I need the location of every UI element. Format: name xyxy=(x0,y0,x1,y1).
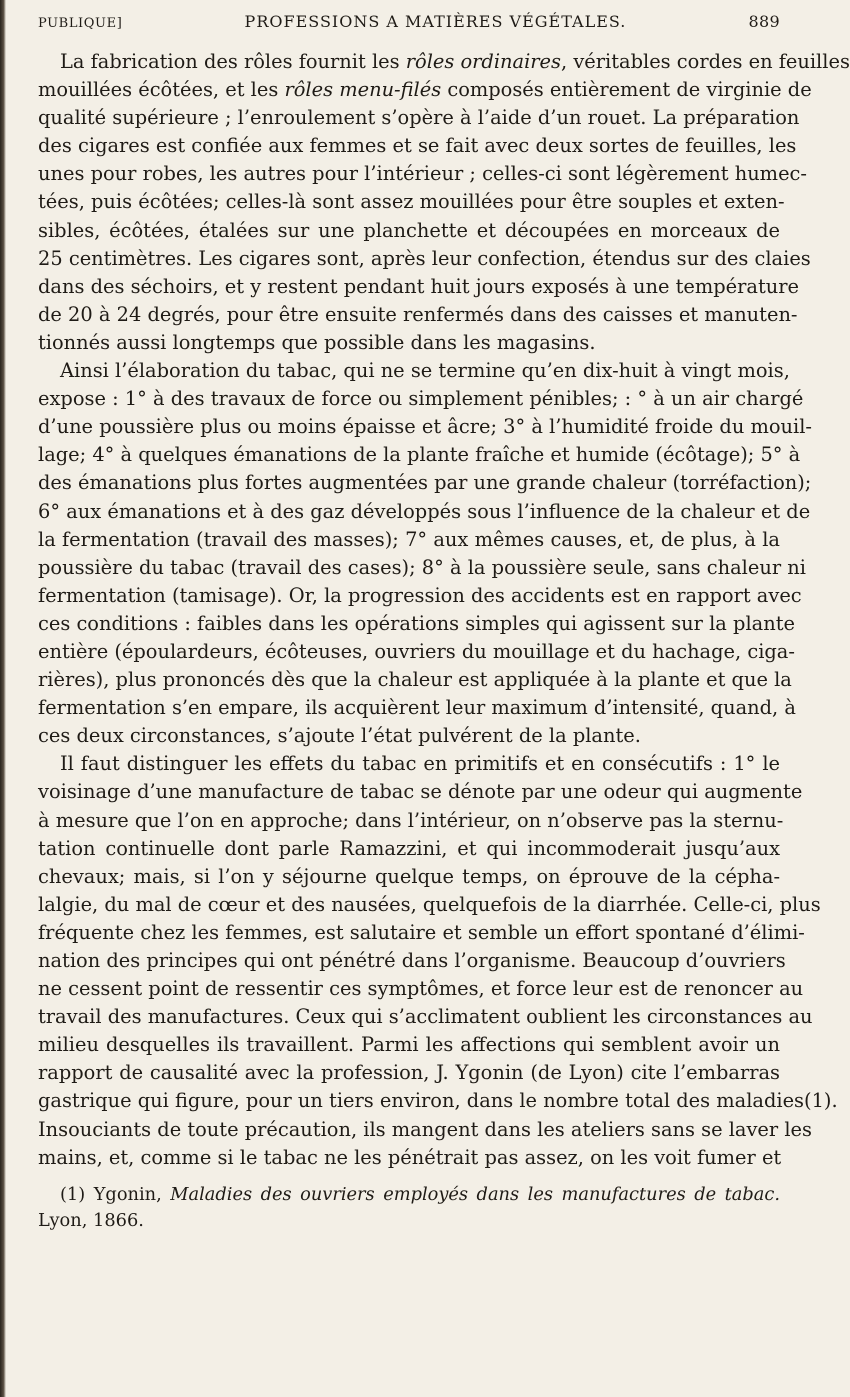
page-number: 889 xyxy=(748,12,780,31)
text-line: 25 centimètres. Les cigares sont, après leur confection, étendus sur des claies xyxy=(38,246,811,270)
text-line: La fabrication des rôles fournit les rôles ordinaires, véritables cordes en feuilles xyxy=(60,50,850,73)
text-line: rapport de causalité avec la profession, J. Ygonin (de Lyon) cite l’embarras xyxy=(38,1061,780,1085)
text-line: nation des principes qui ont pénétré dans l’organisme. Beaucoup d’ouvriers xyxy=(38,949,786,972)
header-left: PUBLIQUE] xyxy=(38,16,123,31)
text-line: 6° aux émanations et à des gaz développés sous l’influence de la chaleur et de xyxy=(38,499,811,523)
text-line: poussière du tabac (travail des cases); 8° à la poussière seule, sans chaleur ni xyxy=(38,555,806,579)
text-line: fréquente chez les femmes, est salutaire et semble un effort spontané d’élimi- xyxy=(38,920,805,944)
body-text xyxy=(38,48,850,1172)
text-line: ces conditions : faibles dans les opérations simples qui agissent sur la plante xyxy=(38,611,795,635)
text-line: unes pour robes, les autres pour l’intérieur ; celles-ci sont légèrement humec- xyxy=(38,162,807,186)
text-line: lage; 4° à quelques émanations de la plante fraîche et humide (écôtage); 5° à xyxy=(38,443,801,467)
text-line: lalgie, du mal de cœur et des nausées, quelquefois de la diarrhée. Celle-ci, plus xyxy=(38,892,821,916)
text-line: à mesure que l’on en approche; dans l’intérieur, on n’observe pas la sternu- xyxy=(38,808,784,832)
emphasis: rôles menu-filés xyxy=(284,78,442,102)
text-line: tionnés aussi longtemps que possible dans les magasins. xyxy=(38,330,596,354)
text-line: de 20 à 24 degrés, pour être ensuite renfermés dans des caisses et manuten- xyxy=(38,302,798,326)
text-line: milieu desquelles ils travaillent. Parmi les affections qui semblent avoir un xyxy=(38,1033,780,1057)
text-line: mains, et, comme si le tabac ne les pénétrait pas assez, on les voit fumer et xyxy=(38,1145,782,1169)
text-line: Il faut distinguer les effets du tabac en primitifs et en consécutifs : 1° le xyxy=(60,752,780,776)
text-line: travail des manufactures. Ceux qui s’acclimatent oublient les circonstances au xyxy=(38,1005,813,1029)
text-line: tation continuelle dont parle Ramazzini, et qui incommoderait jusqu’aux xyxy=(38,836,780,860)
footnote-title: Maladies des ouvriers employés dans les manufactures de tabac. xyxy=(170,1183,780,1205)
text-line: tées, puis écôtées; celles-là sont assez mouillées pour être souples et exten- xyxy=(38,190,785,214)
text-line: la fermentation (travail des masses); 7° aux mêmes causes, et, de plus, à la xyxy=(38,527,780,551)
text-line: sibles, écôtées, étalées sur une planchette et découpées en morceaux de xyxy=(38,218,780,242)
text-line: d’une poussière plus ou moins épaisse et âcre; 3° à l’humidité froide du mouil- xyxy=(38,415,812,439)
text-line: fermentation (tamisage). Or, la progression des accidents est en rapport avec xyxy=(38,583,802,607)
book-page xyxy=(38,12,850,1234)
book-spine-edge xyxy=(0,0,6,1397)
footnote-line xyxy=(38,1182,780,1208)
text-line: expose : 1° à des travaux de force ou simplement pénibles; : ° à un air chargé xyxy=(38,387,804,411)
text-line: gastrique qui figure, pour un tiers environ, dans le nombre total des maladies(1). xyxy=(38,1089,838,1113)
text-line: Ainsi l’élaboration du tabac, qui ne se termine qu’en dix-huit à vingt mois, xyxy=(60,359,790,383)
text-line: chevaux; mais, si l’on y séjourne quelque temps, on éprouve de la cépha- xyxy=(38,864,780,888)
footnote xyxy=(38,1182,780,1234)
text-line: entière (époulardeurs, écôteuses, ouvriers du mouillage et du hachage, ciga- xyxy=(38,639,795,663)
footnote-line: Lyon, 1866. xyxy=(38,1209,144,1231)
text-line: Insouciants de toute précaution, ils mangent dans les ateliers sans se laver les xyxy=(38,1117,812,1141)
header-title: PROFESSIONS A MATIÈRES VÉGÉTALES. xyxy=(244,12,627,31)
text-line: voisinage d’une manufacture de tabac se dénote par une odeur qui augmente xyxy=(38,780,803,804)
text-line: des émanations plus fortes augmentées par une grande chaleur (torréfaction); xyxy=(38,471,812,495)
footnote-ref: (1) Ygonin, xyxy=(60,1183,171,1205)
text-line: dans des séchoirs, et y restent pendant huit jours exposés à une température xyxy=(38,274,799,298)
text-line: fermentation s’en empare, ils acquièrent leur maximum d’intensité, quand, à xyxy=(38,696,796,720)
running-header xyxy=(38,12,780,38)
text-line: qualité supérieure ; l’enroulement s’opère à l’aide d’un rouet. La préparation xyxy=(38,106,800,130)
text-line: mouillées écôtées, et les rôles menu-filés composés entièrement de virginie de xyxy=(38,78,812,102)
text-line: rières), plus prononcés dès que la chaleur est appliquée à la plante et que la xyxy=(38,668,792,692)
text-line: ces deux circonstances, s’ajoute l’état pulvérent de la plante. xyxy=(38,724,641,748)
emphasis: rôles ordinaires xyxy=(405,50,561,73)
text-line: ne cessent point de ressentir ces symptômes, et force leur est de renoncer au xyxy=(38,977,804,1001)
text-line: des cigares est confiée aux femmes et se fait avec deux sortes de feuilles, les xyxy=(38,134,797,158)
